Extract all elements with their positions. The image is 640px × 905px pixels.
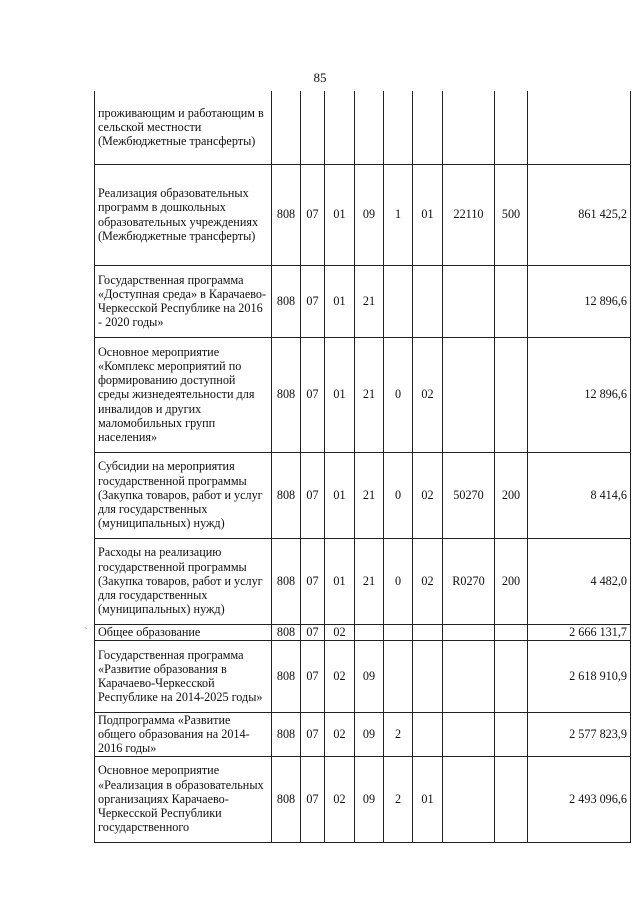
code-cell-c7 bbox=[443, 756, 495, 842]
table-row bbox=[95, 756, 631, 842]
code-cell-c5 bbox=[384, 91, 413, 164]
row-name: проживающим и работающим в сельской местности (Межбюджетные трансферты) bbox=[95, 91, 272, 164]
budget-table bbox=[94, 91, 631, 843]
code-cell-c3 bbox=[325, 91, 355, 164]
code-cell-c7: 50270 bbox=[443, 452, 495, 538]
table-row bbox=[95, 452, 631, 538]
code-cell-c7 bbox=[443, 712, 495, 756]
row-name: Подпрограмма «Развитие общего образования на 2014-2016 годы» bbox=[95, 712, 272, 756]
amount-cell: 2 618 910,9 bbox=[528, 640, 631, 712]
amount-cell: 2 577 823,9 bbox=[528, 712, 631, 756]
code-cell-c5 bbox=[384, 624, 413, 640]
code-cell-c5: 0 bbox=[384, 538, 413, 624]
code-cell-c6 bbox=[413, 640, 443, 712]
code-cell-c4: 09 bbox=[355, 756, 384, 842]
code-cell-c7: 22110 bbox=[443, 164, 495, 265]
row-name: Расходы на реализацию государственной программы (Закупка товаров, работ и услуг для государственных (муниципальных) нужд) bbox=[95, 538, 272, 624]
code-cell-c4 bbox=[355, 624, 384, 640]
code-cell-c4: 21 bbox=[355, 538, 384, 624]
code-cell-c3: 01 bbox=[325, 337, 355, 452]
code-cell-c3: 02 bbox=[325, 624, 355, 640]
code-cell-c8 bbox=[495, 640, 528, 712]
code-cell-c4 bbox=[355, 91, 384, 164]
table-row bbox=[95, 640, 631, 712]
code-cell-c1: 808 bbox=[272, 712, 301, 756]
code-cell-c8 bbox=[495, 91, 528, 164]
code-cell-c7 bbox=[443, 337, 495, 452]
table-row bbox=[95, 624, 631, 640]
code-cell-c5: 2 bbox=[384, 712, 413, 756]
table-row bbox=[95, 91, 631, 164]
code-cell-c7 bbox=[443, 265, 495, 337]
code-cell-c2: 07 bbox=[301, 265, 325, 337]
code-cell-c6 bbox=[413, 91, 443, 164]
code-cell-c6: 01 bbox=[413, 756, 443, 842]
code-cell-c5 bbox=[384, 640, 413, 712]
code-cell-c8 bbox=[495, 712, 528, 756]
amount-cell: 4 482,0 bbox=[528, 538, 631, 624]
code-cell-c3: 01 bbox=[325, 452, 355, 538]
amount-cell bbox=[528, 91, 631, 164]
code-cell-c6: 02 bbox=[413, 452, 443, 538]
code-cell-c3: 01 bbox=[325, 538, 355, 624]
code-cell-c8: 500 bbox=[495, 164, 528, 265]
amount-cell: 2 493 096,6 bbox=[528, 756, 631, 842]
code-cell-c8 bbox=[495, 624, 528, 640]
code-cell-c5: 1 bbox=[384, 164, 413, 265]
amount-cell: 2 666 131,7 bbox=[528, 624, 631, 640]
code-cell-c1: 808 bbox=[272, 756, 301, 842]
code-cell-c5: 2 bbox=[384, 756, 413, 842]
code-cell-c2: 07 bbox=[301, 640, 325, 712]
row-name: Общее образование bbox=[95, 624, 272, 640]
table-row bbox=[95, 538, 631, 624]
code-cell-c5: 0 bbox=[384, 452, 413, 538]
code-cell-c6: 02 bbox=[413, 538, 443, 624]
code-cell-c2: 07 bbox=[301, 452, 325, 538]
amount-cell: 12 896,6 bbox=[528, 337, 631, 452]
code-cell-c3: 02 bbox=[325, 640, 355, 712]
code-cell-c2: 07 bbox=[301, 538, 325, 624]
code-cell-c3: 01 bbox=[325, 265, 355, 337]
code-cell-c3: 01 bbox=[325, 164, 355, 265]
code-cell-c2: 07 bbox=[301, 624, 325, 640]
code-cell-c6 bbox=[413, 265, 443, 337]
code-cell-c6: 01 bbox=[413, 164, 443, 265]
page-number: 85 bbox=[313, 70, 327, 85]
code-cell-c6 bbox=[413, 712, 443, 756]
code-cell-c2: 07 bbox=[301, 712, 325, 756]
row-name: Основное мероприятие «Комплекс мероприятий по формированию доступной среды жизнедеятельности для инвалидов и других маломобильных групп населения» bbox=[95, 337, 272, 452]
code-cell-c1: 808 bbox=[272, 452, 301, 538]
table-row bbox=[95, 337, 631, 452]
code-cell-c2 bbox=[301, 91, 325, 164]
code-cell-c1 bbox=[272, 91, 301, 164]
table-row bbox=[95, 164, 631, 265]
code-cell-c5: 0 bbox=[384, 337, 413, 452]
scan-speck: ` bbox=[84, 626, 88, 638]
code-cell-c8 bbox=[495, 337, 528, 452]
code-cell-c8: 200 bbox=[495, 538, 528, 624]
code-cell-c3: 02 bbox=[325, 756, 355, 842]
row-name: Основное мероприятие «Реализация в образовательных организациях Карачаево-Черкесской Республики государственного bbox=[95, 756, 272, 842]
code-cell-c8 bbox=[495, 756, 528, 842]
code-cell-c4: 09 bbox=[355, 712, 384, 756]
row-name: Государственная программа «Доступная среда» в Карачаево-Черкесской Республике на 2016 - 2020 годы» bbox=[95, 265, 272, 337]
code-cell-c7 bbox=[443, 640, 495, 712]
code-cell-c1: 808 bbox=[272, 624, 301, 640]
code-cell-c7 bbox=[443, 624, 495, 640]
code-cell-c4: 21 bbox=[355, 265, 384, 337]
code-cell-c1: 808 bbox=[272, 640, 301, 712]
row-name: Субсидии на мероприятия государственной программы (Закупка товаров, работ и услуг для государственных (муниципальных) нужд) bbox=[95, 452, 272, 538]
code-cell-c3: 02 bbox=[325, 712, 355, 756]
amount-cell: 8 414,6 bbox=[528, 452, 631, 538]
table-row bbox=[95, 712, 631, 756]
amount-cell: 12 896,6 bbox=[528, 265, 631, 337]
code-cell-c2: 07 bbox=[301, 337, 325, 452]
code-cell-c1: 808 bbox=[272, 164, 301, 265]
code-cell-c6: 02 bbox=[413, 337, 443, 452]
code-cell-c1: 808 bbox=[272, 538, 301, 624]
amount-cell: 861 425,2 bbox=[528, 164, 631, 265]
code-cell-c4: 21 bbox=[355, 452, 384, 538]
code-cell-c5 bbox=[384, 265, 413, 337]
code-cell-c4: 21 bbox=[355, 337, 384, 452]
code-cell-c2: 07 bbox=[301, 164, 325, 265]
code-cell-c1: 808 bbox=[272, 265, 301, 337]
code-cell-c4: 09 bbox=[355, 164, 384, 265]
code-cell-c8: 200 bbox=[495, 452, 528, 538]
code-cell-c7: R0270 bbox=[443, 538, 495, 624]
code-cell-c1: 808 bbox=[272, 337, 301, 452]
code-cell-c8 bbox=[495, 265, 528, 337]
table-row bbox=[95, 265, 631, 337]
code-cell-c7 bbox=[443, 91, 495, 164]
row-name: Реализация образовательных программ в дошкольных образовательных учреждениях (Межбюджетные трансферты) bbox=[95, 164, 272, 265]
row-name: Государственная программа «Развитие образования в Карачаево-Черкесской Республике на 2014-2025 годы» bbox=[95, 640, 272, 712]
code-cell-c2: 07 bbox=[301, 756, 325, 842]
code-cell-c6 bbox=[413, 624, 443, 640]
code-cell-c4: 09 bbox=[355, 640, 384, 712]
